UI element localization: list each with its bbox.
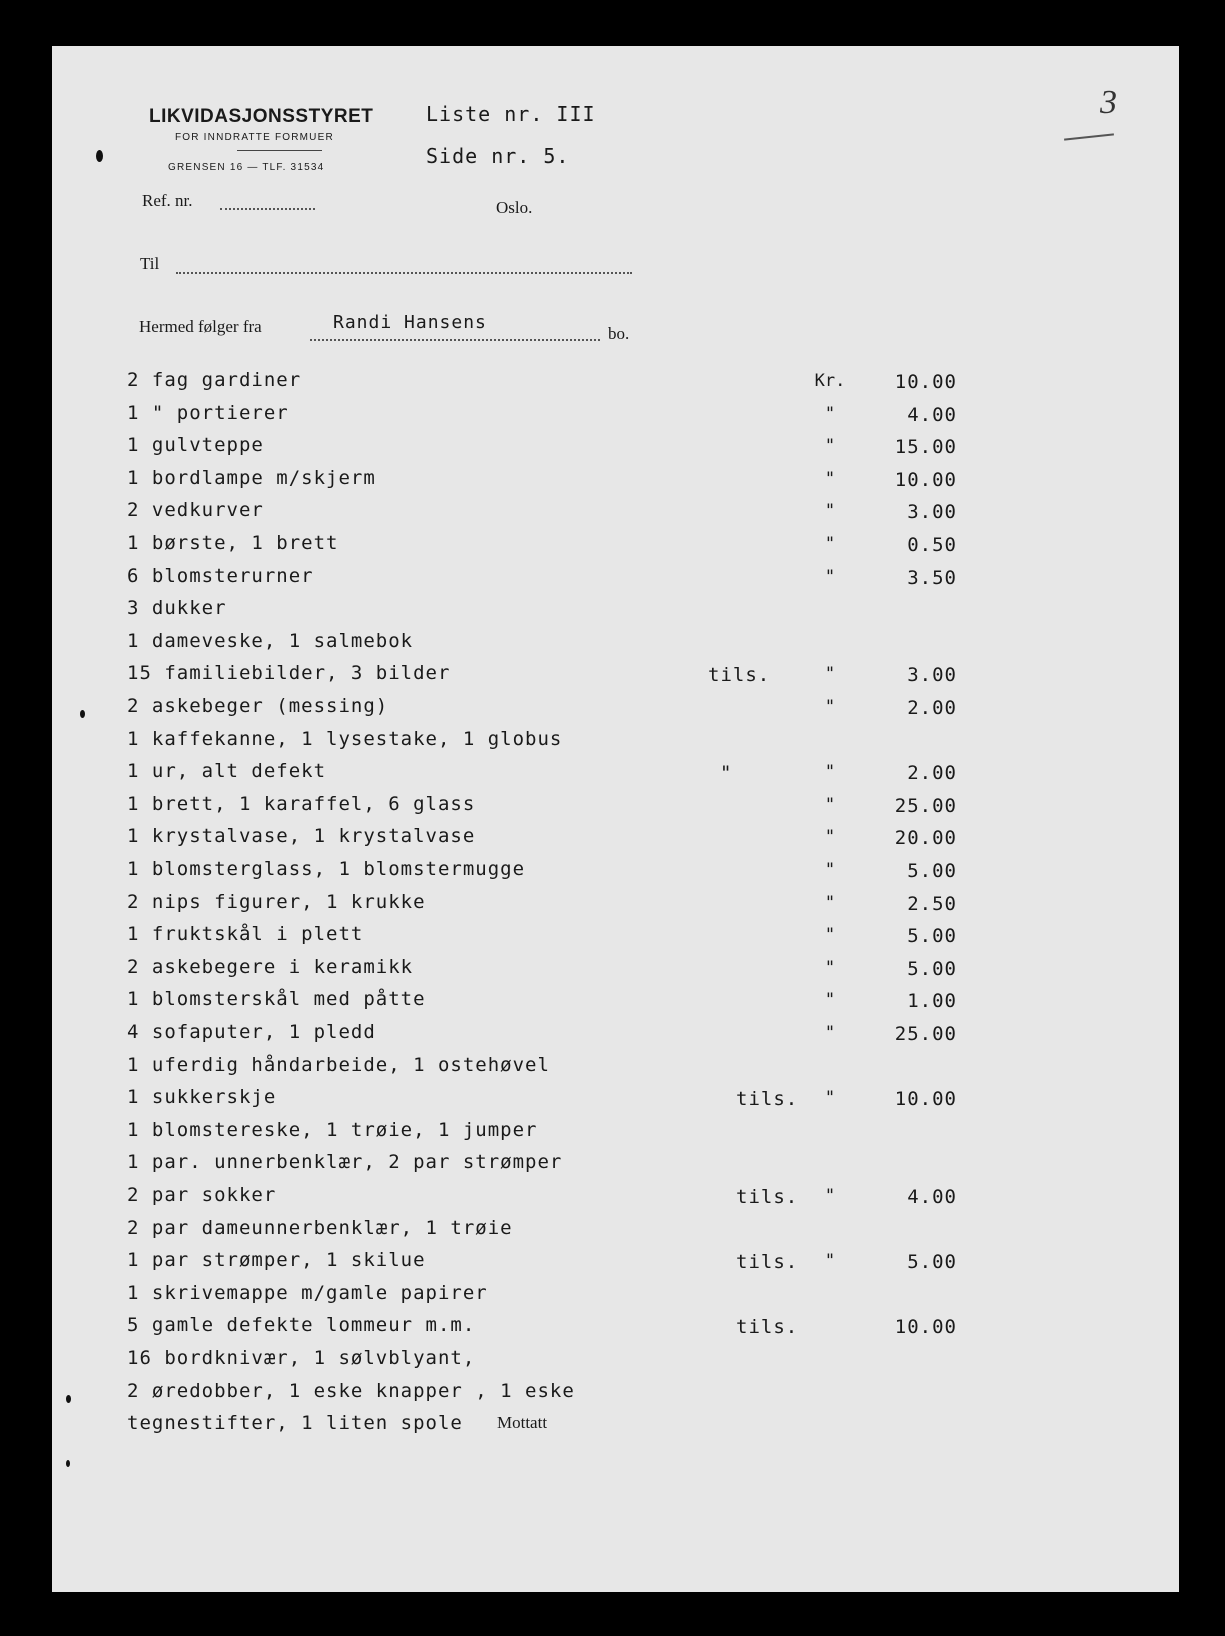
item-amount: 15.00 [894,436,957,458]
ref-dots [220,208,315,210]
item-amount: 5.00 [907,860,957,882]
item-description: 5 gamle defekte lommeur m.m. [127,1314,476,1336]
item-amount: 10.00 [894,1088,957,1110]
item-mark: " [824,469,836,489]
item-description: 1 børste, 1 brett [127,532,339,554]
to-dots [176,272,632,274]
city-label: Oslo. [496,198,533,217]
item-description: 1 kaffekanne, 1 lysestake, 1 globus [127,728,563,750]
item-amount: 1.00 [907,990,957,1012]
item-description: 1 blomstereske, 1 trøie, 1 jumper [127,1119,538,1141]
item-mark: " [824,958,836,978]
from-label: Hermed følger fra [139,317,262,336]
org-address: GRENSEN 16 — TLF. 31534 [168,162,325,173]
org-name: LIKVIDASJONSSTYRET [149,106,374,127]
item-description: 1 par. unnerbenklær, 2 par strømper [127,1151,563,1173]
item-mark: " [824,1186,836,1206]
item-description: 1 uferdig håndarbeide, 1 ostehøvel [127,1054,550,1076]
item-description: 1 dameveske, 1 salmebok [127,630,414,652]
item-mark: " [824,827,836,847]
item-description: 4 sofaputer, 1 pledd [127,1021,376,1043]
scan-speck [66,1460,70,1467]
item-description: 1 " portierer [127,402,289,424]
item-description: tegnestifter, 1 liten spole [127,1412,463,1434]
from-dots [310,339,600,341]
item-description: 1 ur, alt defekt [127,760,327,782]
letterhead-divider [237,150,322,151]
item-description: 1 bordlampe m/skjerm [127,467,376,489]
item-description: 2 nips figurer, 1 krukke [127,891,426,913]
item-mark: " [824,893,836,913]
item-amount: 2.50 [907,893,957,915]
item-amount: 4.00 [907,1186,957,1208]
item-description: 1 sukkerskje [127,1086,277,1108]
item-description: 1 brett, 1 karaffel, 6 glass [127,793,476,815]
handwritten-page-mark: 3 [1100,84,1117,121]
item-mark: " [824,925,836,945]
ref-label: Ref. nr. [142,191,193,210]
item-amount: 0.50 [907,534,957,556]
item-description: 16 bordknivær, 1 sølvblyant, [127,1347,476,1369]
item-description: 6 blomsterurner [127,565,314,587]
item-description: 2 par dameunnerbenklær, 1 trøie [127,1217,513,1239]
received-label: Mottatt [497,1413,548,1432]
item-amount: 3.00 [907,664,957,686]
handwritten-underline [1064,133,1114,140]
item-mark: " [824,436,836,456]
item-description: 1 par strømper, 1 skilue [127,1249,426,1271]
item-mark: " [824,404,836,424]
item-amount: 3.00 [907,501,957,523]
item-amount: 2.00 [907,697,957,719]
item-tils: tils. [736,1186,799,1208]
item-tils: " [720,762,733,784]
item-amount: 25.00 [894,795,957,817]
item-description: 1 blomsterglass, 1 blomstermugge [127,858,526,880]
scan-speck [80,710,85,718]
item-mark: " [824,664,836,684]
item-tils: tils. [736,1316,799,1338]
bo-label: bo. [608,324,630,343]
from-value: Randi Hansens [333,312,487,333]
item-description: 1 gulvteppe [127,434,264,456]
item-mark: " [824,567,836,587]
item-mark: " [824,795,836,815]
item-mark: " [824,860,836,880]
item-amount: 5.00 [907,925,957,947]
scan-speck [66,1395,71,1403]
item-mark: " [824,534,836,554]
list-number: Liste nr. III [426,102,596,126]
item-amount: 5.00 [907,958,957,980]
item-description: 15 familiebilder, 3 bilder [127,662,451,684]
item-amount: 25.00 [894,1023,957,1045]
item-mark: " [824,501,836,521]
item-tils: tils. [708,664,771,686]
item-description: 1 blomsterskål med påtte [127,988,426,1010]
item-mark: " [824,1088,836,1108]
item-description: 2 askebegere i keramikk [127,956,414,978]
item-description: 2 askebeger (messing) [127,695,389,717]
scan-speck [96,150,103,162]
item-description: 3 dukker [127,597,227,619]
item-mark: Kr. [814,371,846,391]
item-amount: 10.00 [894,1316,957,1338]
item-amount: 2.00 [907,762,957,784]
item-description: 1 fruktskål i plett [127,923,364,945]
item-amount: 4.00 [907,404,957,426]
item-amount: 10.00 [894,371,957,393]
item-description: 2 par sokker [127,1184,277,1206]
item-amount: 3.50 [907,567,957,589]
item-mark: " [824,1251,836,1271]
document-page [52,46,1179,1592]
item-amount: 10.00 [894,469,957,491]
item-mark: " [824,697,836,717]
item-description: 2 vedkurver [127,499,264,521]
item-description: 2 øredobber, 1 eske knapper , 1 eske [127,1380,575,1402]
item-mark: " [824,990,836,1010]
item-amount: 5.00 [907,1251,957,1273]
item-mark: " [824,762,836,782]
item-tils: tils. [736,1088,799,1110]
item-description: 1 skrivemappe m/gamle papirer [127,1282,488,1304]
to-label: Til [140,254,160,273]
item-tils: tils. [736,1251,799,1273]
item-description: 1 krystalvase, 1 krystalvase [127,825,476,847]
item-amount: 20.00 [894,827,957,849]
item-mark: " [824,1023,836,1043]
item-description: 2 fag gardiner [127,369,302,391]
page-number: Side nr. 5. [426,144,570,168]
org-subtitle: FOR INNDRATTE FORMUER [175,132,334,143]
